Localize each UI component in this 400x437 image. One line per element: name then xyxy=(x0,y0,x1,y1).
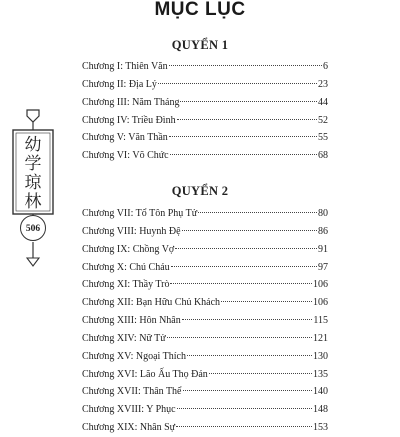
chapter-page-number: 91 xyxy=(318,243,328,255)
toc-entry xyxy=(82,330,328,348)
dot-leader xyxy=(177,408,312,409)
toc-entry xyxy=(82,58,328,76)
toc-entry xyxy=(82,129,328,147)
chapter-title: Chương XI: Thầy Trò xyxy=(82,279,170,291)
chapter-title: Chương XIV: Nữ Tử xyxy=(82,332,166,344)
chapter-page-number: 106 xyxy=(313,279,328,291)
dot-leader xyxy=(182,230,317,231)
dot-leader xyxy=(169,136,317,137)
chapter-title: Chương I: Thiên Văn xyxy=(82,61,168,72)
dot-leader xyxy=(176,426,312,427)
chapter-page-number: 140 xyxy=(313,386,328,398)
chapter-page-number: 106 xyxy=(313,297,328,309)
book-title-emblem xyxy=(7,108,59,344)
chapter-title: Chương II: Địa Lý xyxy=(82,78,157,90)
volume-1-heading: QUYỂN 1 xyxy=(171,38,229,52)
page-title: MỤC LỤC xyxy=(154,0,246,20)
chapter-page-number: 86 xyxy=(318,225,328,237)
toc-entry xyxy=(82,383,328,401)
toc-entry xyxy=(82,112,328,130)
chapter-page-number: 6 xyxy=(323,61,328,72)
volume-2-heading: QUYỂN 2 xyxy=(171,184,229,198)
dot-leader xyxy=(183,390,313,391)
toc-entry xyxy=(82,94,328,112)
chapter-title: Chương III: Năm Tháng xyxy=(82,96,180,108)
dot-leader xyxy=(187,355,312,356)
chapter-title: Chương XV: Ngoại Thích xyxy=(82,350,186,362)
dot-leader xyxy=(169,65,322,66)
chapter-page-number: 153 xyxy=(313,422,328,434)
chapter-page-number: 68 xyxy=(318,150,328,162)
chapter-title: Chương VII: Tổ Tôn Phụ Tử xyxy=(82,208,198,219)
toc-entry xyxy=(82,348,328,366)
chapter-page-number: 148 xyxy=(313,404,328,416)
chapter-title: Chương XIII: Hôn Nhân xyxy=(82,315,181,327)
chapter-page-number: 52 xyxy=(318,114,328,126)
dot-leader xyxy=(175,248,317,249)
chapter-title: Chương VIII: Huynh Đệ xyxy=(82,225,181,237)
toc-entry xyxy=(82,147,328,165)
chapter-page-number: 121 xyxy=(313,332,328,344)
emblem-char-1: 幼 xyxy=(24,135,42,155)
chapter-page-number: 135 xyxy=(313,368,328,380)
volume-2-chapter-list xyxy=(82,205,328,437)
emblem-char-4: 林 xyxy=(24,192,42,212)
chapter-title: Chương XIX: Nhân Sự xyxy=(82,422,176,434)
chapter-page-number: 23 xyxy=(318,78,328,90)
toc-entry xyxy=(82,294,328,312)
dot-leader xyxy=(221,301,312,302)
dot-leader xyxy=(209,373,312,374)
dot-leader xyxy=(177,119,317,120)
chapter-title: Chương XII: Bạn Hữu Chủ Khách xyxy=(82,297,221,309)
chapter-title: Chương V: Văn Thần xyxy=(82,132,168,144)
chapter-page-number: 130 xyxy=(313,350,328,362)
volume-1-chapter-list xyxy=(82,58,328,165)
dot-leader xyxy=(182,319,313,320)
toc-entry xyxy=(82,312,328,330)
chapter-title: Chương VI: Võ Chức xyxy=(82,150,169,162)
toc-entry xyxy=(82,241,328,259)
toc-entry xyxy=(82,205,328,223)
dot-leader xyxy=(158,83,317,84)
emblem-char-2: 学 xyxy=(24,154,42,174)
toc-entry xyxy=(82,401,328,419)
chapter-title: Chương X: Chú Cháu xyxy=(82,261,170,273)
toc-entry xyxy=(82,259,328,277)
toc-entry xyxy=(82,76,328,94)
dot-leader xyxy=(198,212,317,213)
chapter-title: Chương IX: Chồng Vợ xyxy=(82,243,175,255)
dot-leader xyxy=(171,266,317,267)
toc-entry xyxy=(82,276,328,294)
chapter-title: Chương IV: Triều Đình xyxy=(82,114,176,126)
toc-entry xyxy=(82,419,328,437)
chapter-title: Chương XVII: Thân Thể xyxy=(82,386,182,398)
toc-entry xyxy=(82,223,328,241)
chapter-title: Chương XVI: Lão Ấu Thọ Đản xyxy=(82,368,208,380)
dot-leader xyxy=(180,101,317,102)
chapter-page-number: 44 xyxy=(318,96,328,108)
page-number-badge: 506 xyxy=(20,215,46,241)
chapter-title: Chương XVIII: Y Phục xyxy=(82,404,176,416)
toc-entry xyxy=(82,366,328,384)
chapter-page-number: 80 xyxy=(318,208,328,219)
dot-leader xyxy=(167,337,312,338)
chapter-page-number: 55 xyxy=(318,132,328,144)
dot-leader xyxy=(170,154,317,155)
dot-leader xyxy=(170,283,312,284)
emblem-char-3: 琼 xyxy=(24,173,42,193)
chapter-page-number: 97 xyxy=(318,261,328,273)
chapter-page-number: 115 xyxy=(313,315,328,327)
